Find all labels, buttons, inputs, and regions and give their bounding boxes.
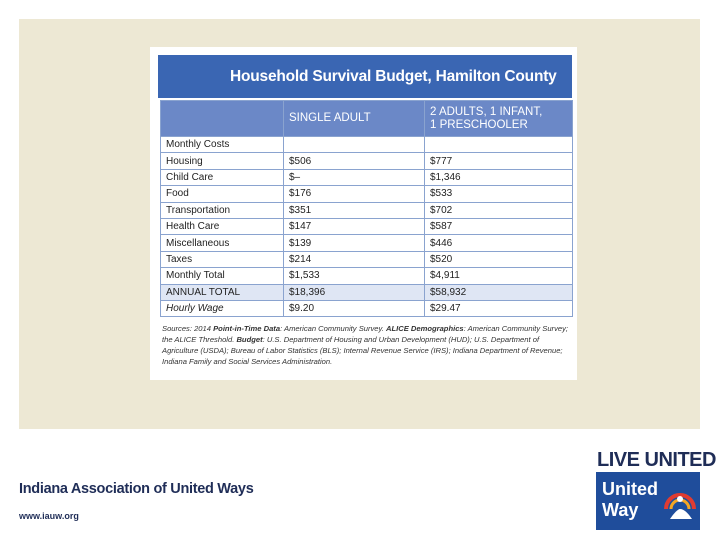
table-row — [161, 218, 573, 234]
hourly-wage-row — [161, 300, 573, 316]
header-single-adult: SINGLE ADULT — [284, 101, 425, 137]
monthly-total-family: $4,911 — [425, 268, 573, 284]
sources-pit-text: : American Community Survey. — [280, 324, 384, 333]
row-label: Housing — [161, 153, 284, 169]
family-value: $1,346 — [425, 169, 573, 185]
single-value: $– — [284, 169, 425, 185]
annual-total-family: $58,932 — [425, 284, 573, 300]
row-label: Health Care — [161, 218, 284, 234]
sources-alice-text: : American Community Survey; the ALICE Threshold. — [162, 324, 569, 344]
sources-budget: Budget — [236, 335, 263, 344]
single-value: $351 — [284, 202, 425, 218]
sources-alice: ALICE Demographics — [386, 324, 464, 333]
table-row — [161, 202, 573, 218]
annual-total-label: ANNUAL TOTAL — [161, 284, 284, 300]
single-value: $147 — [284, 218, 425, 234]
live-united-tagline: LIVE UNITED — [597, 449, 716, 471]
hand-rainbow-icon — [662, 479, 698, 523]
sources-label: Sources: 2014 — [162, 324, 211, 333]
sources-pit: Point-in-Time Data — [213, 324, 281, 333]
section-label: Monthly Costs — [161, 137, 284, 153]
budget-table — [160, 100, 573, 317]
family-value: $520 — [425, 251, 573, 267]
monthly-total-label: Monthly Total — [161, 268, 284, 284]
table-row — [161, 153, 573, 169]
annual-total-row — [161, 284, 573, 300]
row-label: Taxes — [161, 251, 284, 267]
table-row — [161, 251, 573, 267]
single-value: $214 — [284, 251, 425, 267]
row-label: Miscellaneous — [161, 235, 284, 251]
table-row — [161, 169, 573, 185]
row-label: Transportation — [161, 202, 284, 218]
org-url: www.iauw.org — [19, 511, 79, 521]
table-row — [161, 235, 573, 251]
family-value: $446 — [425, 235, 573, 251]
single-value: $176 — [284, 186, 425, 202]
hourly-wage-label: Hourly Wage — [161, 300, 284, 316]
section-row — [161, 137, 573, 153]
family-value: $587 — [425, 218, 573, 234]
hourly-wage-single: $9.20 — [284, 300, 425, 316]
row-label: Child Care — [161, 169, 284, 185]
table-cell — [425, 137, 573, 153]
table-cell — [284, 137, 425, 153]
monthly-total-single: $1,533 — [284, 268, 425, 284]
table-header-row — [161, 101, 573, 137]
family-value: $702 — [425, 202, 573, 218]
annual-total-single: $18,396 — [284, 284, 425, 300]
header-family-line2: 1 PRESCHOOLER — [430, 118, 528, 131]
single-value: $139 — [284, 235, 425, 251]
org-name: Indiana Association of United Ways — [19, 481, 254, 497]
united-way-logo — [596, 472, 700, 530]
logo-way-text: Way — [602, 500, 639, 520]
table-row — [161, 186, 573, 202]
sources-note — [162, 323, 572, 367]
hourly-wage-family: $29.47 — [425, 300, 573, 316]
sources-budget-text: : U.S. Department of Housing and Urban Development (HUD); U.S. Department of Agriculture (USDA); Bureau of Labor Statistics (BLS); Internal Revenue Service (IRS); Indiana Department of Revenue; Indiana Family and Social Services Administration. — [162, 335, 563, 366]
family-value: $533 — [425, 186, 573, 202]
header-blank — [161, 101, 284, 137]
table-title: Household Survival Budget, Hamilton County — [158, 55, 572, 98]
monthly-total-row — [161, 268, 573, 284]
row-label: Food — [161, 186, 284, 202]
single-value: $506 — [284, 153, 425, 169]
header-family-line1: 2 ADULTS, 1 INFANT, — [430, 105, 543, 118]
logo-united-text: United — [602, 479, 658, 499]
family-value: $777 — [425, 153, 573, 169]
header-family — [425, 101, 573, 137]
